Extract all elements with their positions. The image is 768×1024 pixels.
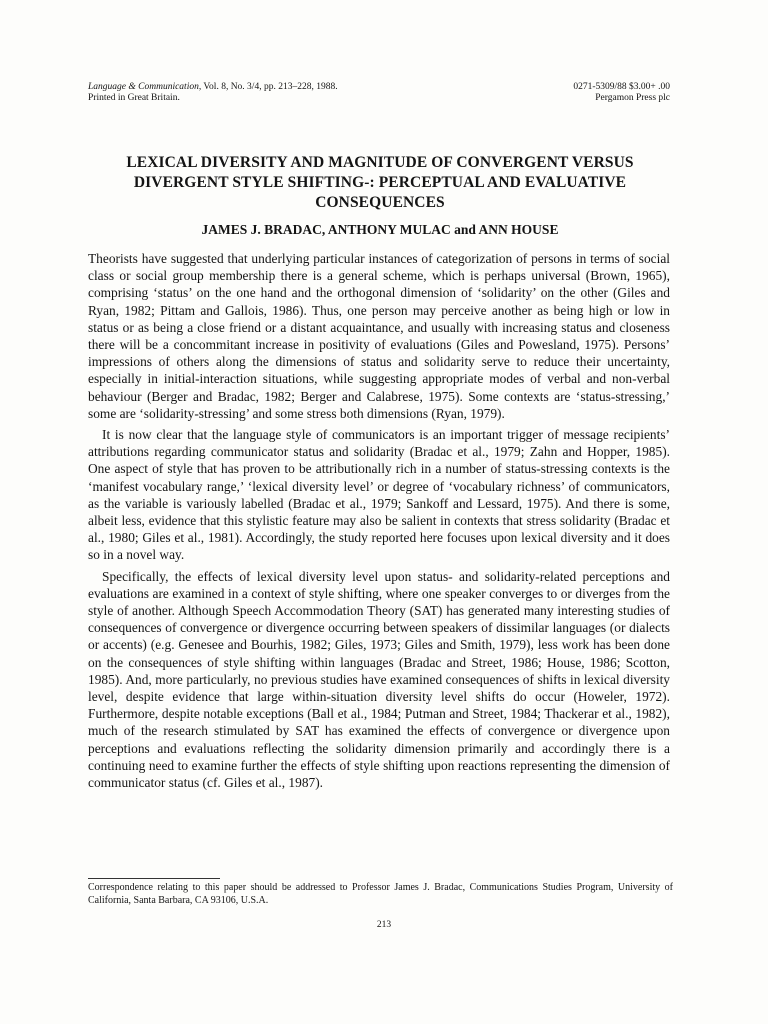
body-paragraph: Theorists have suggested that underlying particular instances of categorization of persons in terms of social class or social group membership there is a general scheme, which is perhaps universal (Brown, 1965), comprising ‘status’ on the one hand and the orthogonal dimension of ‘solidarity’ on the other (Giles and Ryan, 1982; Pittam and Gallois, 1986). Thus, one person may perceive another as being high or low in status or as being a close friend or a distant acquaintance, and usually with increasing status and closeness there will be a concommitant increase in positivity of evaluations (Giles and Powesland, 1975). Persons’ impressions of others along the dimensions of status and solidarity serve to reduce their uncertainty, especially in initial-interaction situations, while suggesting appropriate modes of verbal and non-verbal behaviour (Berger and Bradac, 1982; Berger and Calabrese, 1975). Some contexts are ‘status-stressing,’ some are ‘solidarity-stressing’ and some stress both dimensions (Ryan, 1979). <box>88 251 670 421</box>
body-paragraph: Specifically, the effects of lexical diversity level upon status- and solidarity-related perceptions and evaluations are examined in a context of style shifting, where one speaker converges to or diverges from the style of another. Although Speech Accommodation Theory (SAT) has generated many interesting studies of consequences of convergence or divergence occurring between speakers of dissimilar languages (or dialects or accents) (e.g. Genesee and Bourhis, 1982; Giles, 1973; Giles and Smith, 1979), less work has been done on the consequences of style shifting within languages (Bradac and Street, 1986; House, 1986; Scotton, 1985). And, more particularly, no previous studies have examined consequences of shifts in lexical diversity level, despite evidence that large within-situation diversity level shifts do occur (Howeler, 1972). Furthermore, despite notable exceptions (Ball et al., 1984; Putman and Street, 1984; Thackerar et al., 1982), much of the research stimulated by SAT has examined the effects of convergence or divergence upon perceptions and evaluations reflecting the solidarity dimension primarily and accordingly there is a continuing need to examine further the effects of style shifting upon reactions representing the dimension of communicator status (cf. Giles et al., 1987). <box>88 568 670 791</box>
printed-in: Printed in Great Britain. <box>88 93 180 103</box>
page-number: 213 <box>376 920 392 930</box>
footnote-divider <box>88 878 220 879</box>
title-line: CONSEQUENCES <box>315 194 445 211</box>
article-title <box>80 153 680 213</box>
article-body <box>88 250 670 795</box>
title-line: DIVERGENT STYLE SHIFTING-: PERCEPTUAL AND EVALUATIVE <box>133 174 627 191</box>
publisher: Pergamon Press plc <box>595 93 670 103</box>
issn-price-code: 0271-5309/88 $3.00+ .00 <box>573 82 670 92</box>
correspondence-footnote: Correspondence relating to this paper should be addressed to Professor James J. Bradac, Communications Studies Program, University of California, Santa Barbara, CA 93106, U.S.A. <box>88 882 673 906</box>
journal-header-left <box>88 82 338 104</box>
journal-header-right <box>573 82 670 104</box>
body-paragraph: It is now clear that the language style of communicators is an important trigger of message recipients’ attributions regarding communicator status and solidarity (Bradac et al., 1979; Zahn and Hopper, 1985). One aspect of style that has proven to be attributionally rich in a number of status-stressing contexts is the ‘manifest vocabulary range,’ ‘lexical diversity level’ or degree of ‘vocabulary richness’ of communicators, as the variable is variously labelled (Bradac et al., 1979; Sankoff and Lessard, 1975). And there is some, albeit less, evidence that this stylistic feature may also be salient in contexts that stress solidarity (Bradac et al., 1980; Giles et al., 1981). Accordingly, the study reported here focuses upon lexical diversity and it does so in a novel way. <box>88 427 670 563</box>
journal-citation-line <box>88 82 338 93</box>
article-authors: JAMES J. BRADAC, ANTHONY MULAC and ANN HOUSE <box>201 222 559 237</box>
journal-volume-pages: Vol. 8, No. 3/4, pp. 213–228, 1988. <box>201 82 338 92</box>
title-line: LEXICAL DIVERSITY AND MAGNITUDE OF CONVERGENT VERSUS <box>126 154 634 171</box>
journal-name: Language & Communication, <box>88 82 202 92</box>
